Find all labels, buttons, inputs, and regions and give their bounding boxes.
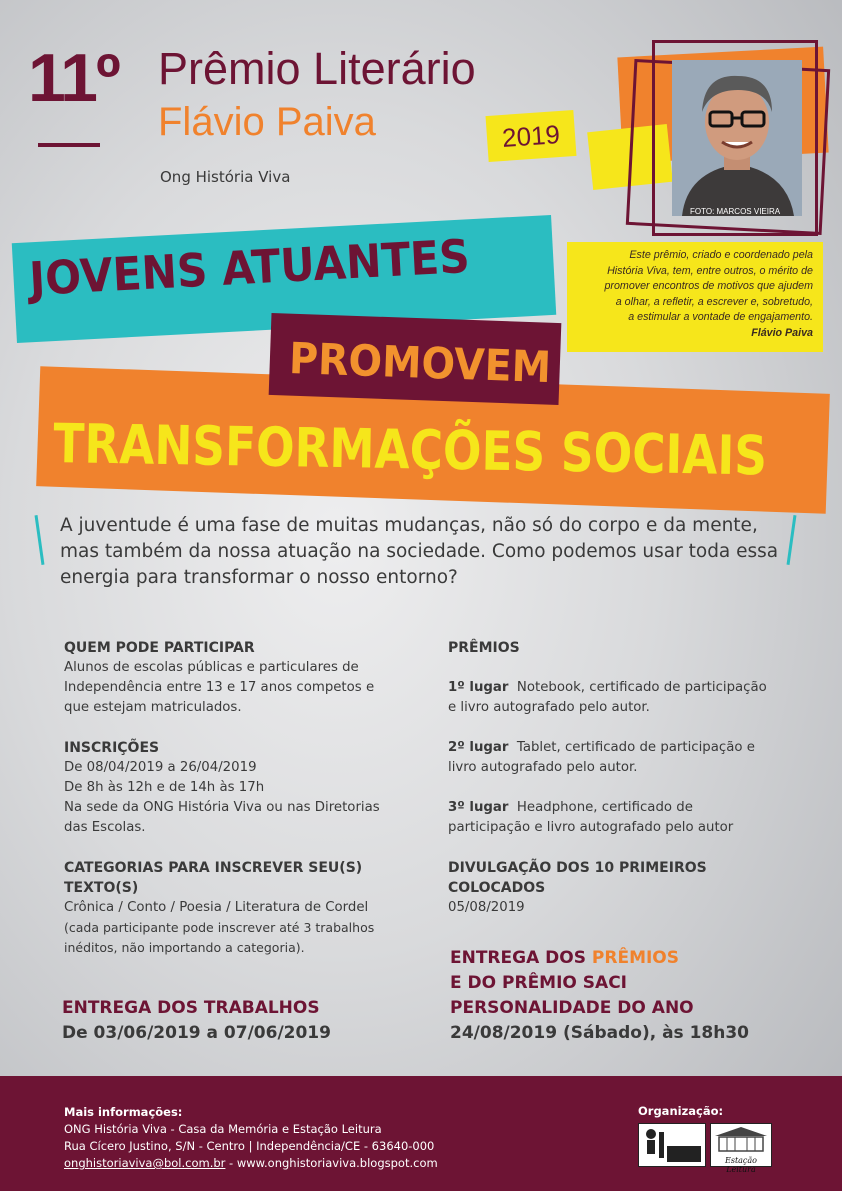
organization-label: Organização: bbox=[638, 1104, 724, 1118]
prize-third-cont: participação e livro autografado pelo autor bbox=[448, 820, 734, 835]
title-line1: Prêmio Literário bbox=[158, 43, 476, 94]
registration-line: De 8h às 12h e de 14h às 17h bbox=[64, 780, 265, 795]
quote-line: promover encontros de motivos que ajudem bbox=[604, 280, 813, 293]
categories-line: Crônica / Conto / Poesia / Literatura de Cordel bbox=[64, 900, 369, 915]
announce-title-cont: COLOCADOS bbox=[448, 880, 546, 896]
prize-first: 1º lugar Notebook, certificado de participação bbox=[448, 680, 767, 695]
number-underline bbox=[38, 143, 100, 147]
quote-author: Flávio Paiva bbox=[751, 326, 813, 339]
intro-text bbox=[60, 513, 780, 591]
announce-date: 05/08/2019 bbox=[448, 900, 525, 915]
award-line2: E DO PRÊMIO SACI bbox=[450, 973, 627, 993]
intro-left-tick bbox=[35, 515, 45, 565]
prize-second-cont: livro autografado pelo autor. bbox=[448, 760, 638, 775]
banner-line1: JOVENS ATUANTES bbox=[28, 228, 471, 306]
quote-line: a olhar, a refletir, a escrever e, sobretudo, bbox=[615, 295, 813, 308]
email-link[interactable]: onghistoriaviva@bol.com.br bbox=[64, 1156, 226, 1170]
announce-title: DIVULGAÇÃO DOS 10 PRIMEIROS bbox=[448, 860, 707, 876]
registration-line: De 08/04/2019 a 26/04/2019 bbox=[64, 760, 257, 775]
categories-title-cont: TEXTO(S) bbox=[64, 880, 139, 896]
registration-line: das Escolas. bbox=[64, 820, 146, 835]
banner-line2: PROMOVEM bbox=[288, 334, 552, 394]
who-line: Independência entre 13 e 17 anos competos e bbox=[64, 680, 375, 695]
quote-line: a estimular a vontade de engajamento. bbox=[628, 311, 813, 324]
categories-title: CATEGORIAS PARA INSCREVER SEU(S) bbox=[64, 860, 363, 876]
categories-note: (cada participante pode inscrever até 3 trabalhos bbox=[64, 920, 375, 935]
historia-viva-logo-art bbox=[639, 1124, 705, 1166]
info-label: Mais informações: bbox=[64, 1105, 183, 1119]
quote-line: Este prêmio, criado e coordenado pela bbox=[629, 249, 813, 261]
intro-line: mas também da nossa atuação na sociedade. Como podemos usar toda essa bbox=[60, 541, 779, 562]
delivery-title: ENTREGA DOS TRABALHOS bbox=[62, 998, 320, 1018]
quote-line: História Viva, tem, entre outros, o mérito de bbox=[607, 264, 813, 277]
award-ceremony-block bbox=[450, 946, 749, 1046]
delivery-block bbox=[62, 996, 331, 1046]
intro-right-tick bbox=[787, 515, 797, 565]
right-column bbox=[448, 638, 808, 918]
photo-credit: FOTO: MARCOS VIEIRA bbox=[690, 207, 781, 216]
info-line: ONG História Viva - Casa da Memória e Estação Leitura bbox=[64, 1122, 382, 1136]
award-line3: PERSONALIDADE DO ANO bbox=[450, 998, 694, 1018]
author-photo bbox=[672, 60, 802, 216]
intro-line: energia para transformar o nosso entorno? bbox=[60, 567, 458, 588]
prize-third: 3º lugar Headphone, certificado de bbox=[448, 800, 693, 815]
author-portrait-illustration bbox=[672, 60, 802, 216]
year-badge bbox=[486, 110, 577, 162]
year-text: 2019 bbox=[501, 118, 561, 153]
who-line: que estejam matriculados. bbox=[64, 700, 242, 715]
info-line: Rua Cícero Justino, S/N - Centro | Independência/CE - 63640-000 bbox=[64, 1139, 435, 1153]
estacao-leitura-logo bbox=[710, 1123, 772, 1174]
footer-info bbox=[64, 1104, 438, 1172]
quote-box bbox=[567, 242, 823, 352]
delivery-date: De 03/06/2019 a 07/06/2019 bbox=[62, 1023, 331, 1043]
who-title: QUEM PODE PARTICIPAR bbox=[64, 640, 255, 656]
who-line: Alunos de escolas públicas e particulares de bbox=[64, 660, 359, 675]
info-contact bbox=[64, 1155, 438, 1172]
left-column bbox=[64, 638, 424, 958]
registration-line: Na sede da ONG História Viva ou nas Diretorias bbox=[64, 800, 380, 815]
award-date: 24/08/2019 (Sábado), às 18h30 bbox=[450, 1023, 750, 1043]
intro-line: A juventude é uma fase de muitas mudanças, não só do corpo e da mente, bbox=[60, 515, 758, 536]
banner-line3: TRANSFORMAÇÕES SOCIAIS bbox=[52, 412, 768, 488]
categories-note: inéditos, não importando a categoria). bbox=[64, 940, 305, 955]
prizes-title: PRÊMIOS bbox=[448, 640, 520, 656]
site-link[interactable]: - www.onghistoriaviva.blogspot.com bbox=[225, 1156, 438, 1170]
edition-number: 11º bbox=[28, 40, 119, 116]
registration-title: INSCRIÇÕES bbox=[64, 740, 160, 756]
organization-name: Ong História Viva bbox=[160, 168, 291, 186]
prize-second: 2º lugar Tablet, certificado de participação e bbox=[448, 740, 755, 755]
title-line2: Flávio Paiva bbox=[158, 100, 376, 144]
award-line1: ENTREGA DOS PRÊMIOS bbox=[450, 948, 680, 968]
prize-first-cont: e livro autografado pelo autor. bbox=[448, 700, 650, 715]
estacao-leitura-logo-art bbox=[711, 1124, 771, 1154]
estacao-leitura-text: Estação Leitura bbox=[725, 1156, 757, 1174]
historia-viva-logo bbox=[638, 1123, 706, 1167]
